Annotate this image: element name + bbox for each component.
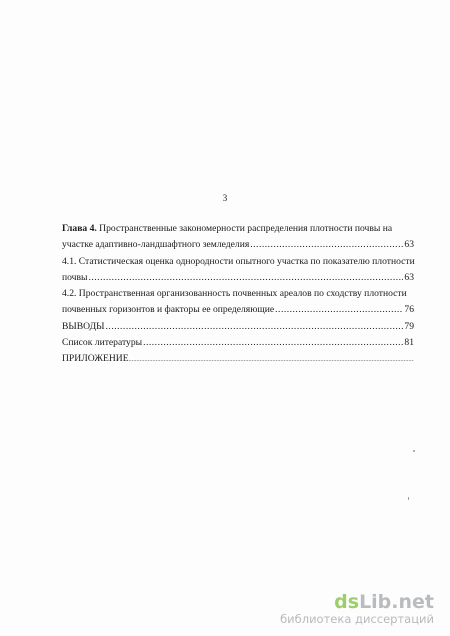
appendix-title: ПРИЛОЖЕНИЕ [62,353,129,365]
leader-dots [250,237,403,253]
toc-entry-4-1-line-2 [62,270,414,286]
scan-speck [413,450,415,452]
toc-entry-chapter-4-line-2 [62,237,414,253]
watermark-subtitle: библиотека диссертаций [280,612,434,626]
page-number: 3 [222,193,228,203]
leader-dots [88,270,403,286]
chapter-4-label: Глава 4. [62,223,97,234]
section-4-2-title: 4.2. Пространственная организованность почвенных ареалов по сходству плотности [62,288,407,300]
toc-entry-4-2-line-2 [62,302,414,318]
toc-entry-conclusions [62,319,414,335]
conclusions-title: ВЫВОДЫ [62,320,105,332]
scan-speck [408,497,409,500]
watermark [280,592,434,626]
toc-entry-chapter-4-line-1 [62,221,414,237]
section-4-1-page: 63 [404,271,414,283]
section-4-2-title-cont: почвенных горизонтов и факторы ее определяющие [62,304,275,316]
toc-entry-4-2-line-1 [62,286,414,302]
chapter-4-page: 63 [404,239,414,251]
references-title: Список литературы [62,337,143,349]
chapter-4-title-cont: участке адаптивно-ландшафтного земледелия [62,239,250,251]
toc-entry-4-1-line-1 [62,254,414,270]
leader-dots [275,302,403,318]
references-page: 81 [404,337,414,349]
leader-dots [129,352,414,368]
leader-dots [143,335,403,351]
section-4-2-page: 76 [404,304,414,316]
chapter-4-title: Пространственные закономерности распределения плотности почвы на [96,223,393,234]
table-of-contents [62,221,414,369]
section-4-1-title-cont: почвы [62,271,88,283]
section-4-1-title: 4.1. Статистическая оценка однородности опытного участка по показателю плотности [62,255,415,267]
leader-dots [106,319,404,335]
watermark-logo: dsLib.net [334,591,434,613]
toc-entry-appendix [62,351,414,368]
toc-entry-references [62,335,414,351]
conclusions-page: 79 [404,320,414,332]
